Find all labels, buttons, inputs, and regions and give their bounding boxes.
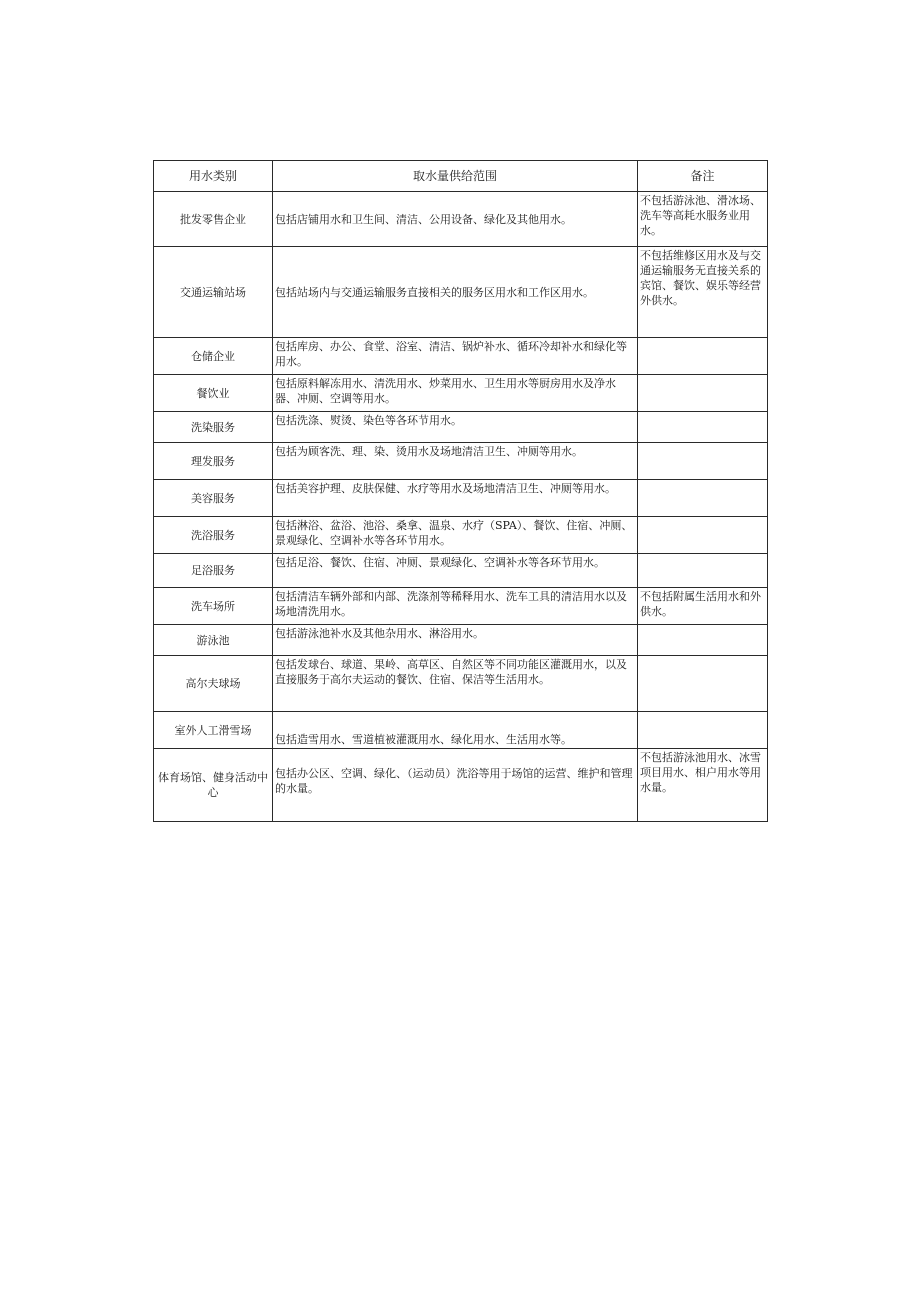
water-use-table-sheet — [153, 160, 767, 822]
header-scope: 取水量供给范围 — [273, 161, 638, 192]
table-row — [154, 338, 768, 375]
row-note — [638, 480, 768, 517]
table-row — [154, 749, 768, 822]
row-scope: 包括站场内与交通运输服务直接相关的服务区用水和工作区用水。 — [273, 247, 638, 338]
table-row — [154, 588, 768, 625]
row-category: 洗染服务 — [154, 412, 273, 443]
table-row — [154, 625, 768, 656]
row-scope: 包括淋浴、盆浴、池浴、桑拿、温泉、水疗（SPA）、餐饮、住宿、冲厕、景观绿化、空调补水等各环节用水。 — [273, 517, 638, 554]
header-note: 备注 — [638, 161, 768, 192]
row-category: 体育场馆、健身活动中心 — [154, 749, 273, 822]
row-category: 美容服务 — [154, 480, 273, 517]
row-category: 理发服务 — [154, 443, 273, 480]
row-note: 不包括维修区用水及与交通运输服务无直接关系的宾馆、餐饮、娱乐等经营外供水。 — [638, 247, 768, 338]
row-category: 游泳池 — [154, 625, 273, 656]
table-row — [154, 517, 768, 554]
table-row — [154, 554, 768, 588]
row-category: 仓储企业 — [154, 338, 273, 375]
row-note — [638, 412, 768, 443]
table-row — [154, 712, 768, 749]
table-row — [154, 192, 768, 247]
row-scope: 包括店铺用水和卫生间、清洁、公用设备、绿化及其他用水。 — [273, 192, 638, 247]
row-category: 洗车场所 — [154, 588, 273, 625]
table-row — [154, 656, 768, 712]
row-category: 足浴服务 — [154, 554, 273, 588]
row-note — [638, 375, 768, 412]
table-row — [154, 375, 768, 412]
header-category: 用水类别 — [154, 161, 273, 192]
row-category: 高尔夫球场 — [154, 656, 273, 712]
table-header-row — [154, 161, 768, 192]
row-scope: 包括足浴、餐饮、住宿、冲厕、景观绿化、空调补水等各环节用水。 — [273, 554, 638, 588]
row-note — [638, 656, 768, 712]
row-scope: 包括发球台、球道、果岭、高草区、自然区等不同功能区灌溉用水，以及直接服务于高尔夫运动的餐饮、住宿、保洁等生活用水。 — [273, 656, 638, 712]
row-scope: 包括洗涤、熨烫、染色等各环节用水。 — [273, 412, 638, 443]
table-row — [154, 480, 768, 517]
row-note — [638, 625, 768, 656]
table-row — [154, 247, 768, 338]
row-category: 洗浴服务 — [154, 517, 273, 554]
row-category: 餐饮业 — [154, 375, 273, 412]
row-note — [638, 554, 768, 588]
row-category: 室外人工滑雪场 — [154, 712, 273, 749]
row-note — [638, 712, 768, 749]
water-use-table — [153, 160, 768, 822]
row-scope: 包括清洁车辆外部和内部、洗涤剂等稀释用水、洗车工具的清洁用水以及场地清洗用水。 — [273, 588, 638, 625]
row-scope: 包括库房、办公、食堂、浴室、清洁、锅炉补水、循环冷却补水和绿化等用水。 — [273, 338, 638, 375]
row-scope: 包括造雪用水、雪道植被灌溉用水、绿化用水、生活用水等。 — [273, 712, 638, 749]
row-note — [638, 443, 768, 480]
row-note: 不包括附属生活用水和外供水。 — [638, 588, 768, 625]
row-scope: 包括美容护理、皮肤保健、水疗等用水及场地清洁卫生、冲厕等用水。 — [273, 480, 638, 517]
table-row — [154, 412, 768, 443]
row-category: 批发零售企业 — [154, 192, 273, 247]
row-scope: 包括原料解冻用水、清洗用水、炒菜用水、卫生用水等厨房用水及净水器、冲厕、空调等用水。 — [273, 375, 638, 412]
row-note: 不包括游泳池、滑冰场、洗车等高耗水服务业用水。 — [638, 192, 768, 247]
row-scope: 包括游泳池补水及其他杂用水、淋浴用水。 — [273, 625, 638, 656]
row-scope: 包括为顾客洗、理、染、烫用水及场地清洁卫生、冲厕等用水。 — [273, 443, 638, 480]
row-category: 交通运输站场 — [154, 247, 273, 338]
row-note — [638, 517, 768, 554]
table-row — [154, 443, 768, 480]
row-scope: 包括办公区、空调、绿化、（运动员）洗浴等用于场馆的运营、维护和管理的水量。 — [273, 749, 638, 822]
row-note: 不包括游泳池用水、冰雪项目用水、相户用水等用水量。 — [638, 749, 768, 822]
row-note — [638, 338, 768, 375]
